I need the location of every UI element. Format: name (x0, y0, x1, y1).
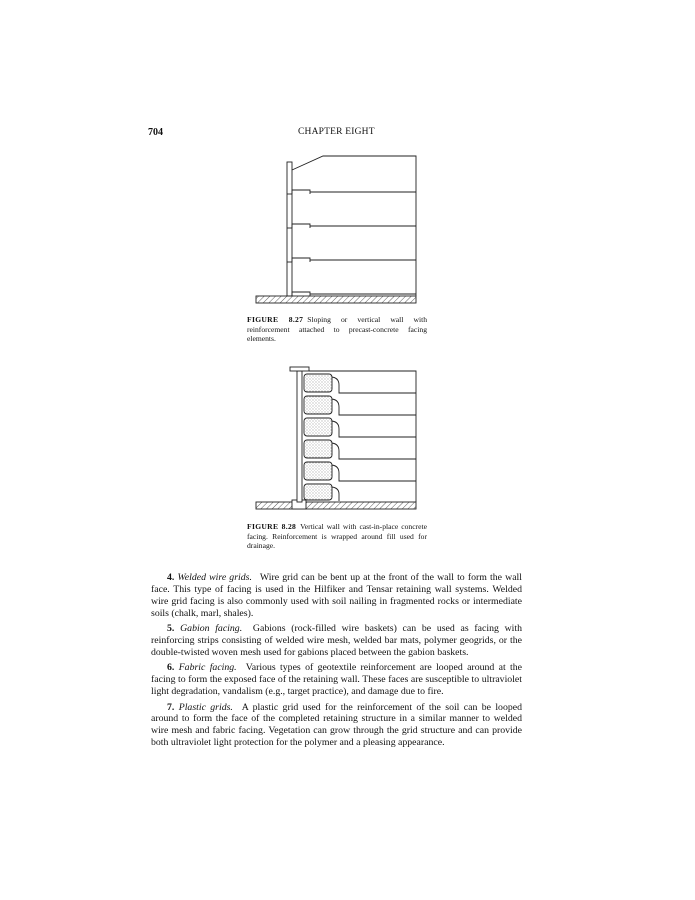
paragraph-title: Fabric facing. (178, 662, 237, 674)
paragraph-welded-wire-grids (151, 572, 522, 620)
body-text (151, 572, 522, 753)
figure-8-28-diagram (256, 367, 416, 509)
paragraph-title: Welded wire grids. (177, 572, 252, 583)
figure-8-28-caption-text: Vertical wall with cast-in-place concrete facing. Reinforcement is wrapped around fill used for drainage. (247, 522, 427, 551)
figure-8-27-label: FIGURE 8.27 (247, 315, 304, 324)
paragraph-text: Wire grid can be bent up at the front of the wall to form the wall face. This type of facing is used in the Hilfiker and Tensar retaining wall systems. Welded wire grid facing is also commonly used with soil nailing in fragmented rocks or intermediate soils (chalk, marl, shales). (151, 572, 522, 619)
paragraph-text: A plastic grid used for the reinforcement of the soil can be looped around to form the face of the completed retaining structure in a similar manner to welded wire mesh and fabric facing. Vegetation can grow through the grid structure and can provide both ultraviolet light protection for the polymer and a pleasing appearance. (151, 701, 522, 749)
paragraph-text: Various types of geotextile reinforcement are looped around at the facing to form the exposed face of the retaining wall. These faces are susceptible to ultraviolet light degradation, vandalism (e.g., target practice), and damage due to fire. (151, 662, 522, 698)
paragraph-fabric-facing (151, 662, 522, 698)
paragraph-text: Gabions (rock-filled wire baskets) can be used as facing with reinforcing strips consisting of welded wire mesh, welded bar mats, polymer geogrids, or the double-twisted woven mesh used for gabions placed between the gabion baskets. (151, 623, 523, 658)
paragraph-number: 5. (167, 623, 175, 635)
paragraph-number: 4. (167, 572, 175, 583)
paragraph-number: 6. (167, 662, 175, 674)
figure-8-27-caption-text: Sloping or vertical wall with reinforcement attached to precast-concrete facing elements. (247, 315, 428, 344)
figure-8-28-label: FIGURE 8.28 (247, 522, 297, 531)
figure-8-27-diagram (256, 156, 416, 303)
page-number: 704 (148, 127, 163, 138)
paragraph-title: Gabion facing. (180, 623, 243, 635)
paragraph-plastic-grids (151, 702, 522, 750)
paragraph-title: Plastic grids. (178, 701, 233, 713)
figure-8-27-caption (247, 315, 427, 344)
chapter-title: CHAPTER EIGHT (298, 127, 375, 137)
paragraph-number: 7. (167, 701, 175, 713)
paragraph-gabion-facing (151, 623, 522, 659)
figure-8-28-caption (247, 522, 427, 551)
